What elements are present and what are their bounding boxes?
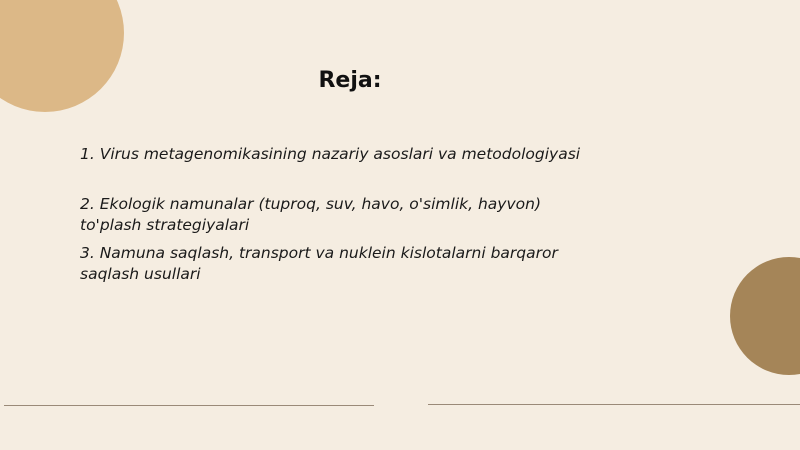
divider-right bbox=[428, 404, 800, 405]
slide-title: Reja: bbox=[318, 68, 382, 93]
agenda-item-2: 2. Ekologik namunalar (tuproq, suv, havo, o'simlik, hayvon) to'plash strategiyalari bbox=[80, 195, 541, 234]
agenda-item-3: 3. Namuna saqlash, transport va nuklein kislotalarni barqaror saqlash usullari bbox=[80, 244, 558, 283]
divider-left bbox=[4, 405, 374, 406]
decorative-circle-right bbox=[730, 257, 800, 375]
decorative-circle-top-left bbox=[0, 0, 124, 112]
agenda-item-1: 1. Virus metagenomikasining nazariy asoslari va metodologiyasi bbox=[80, 145, 581, 163]
